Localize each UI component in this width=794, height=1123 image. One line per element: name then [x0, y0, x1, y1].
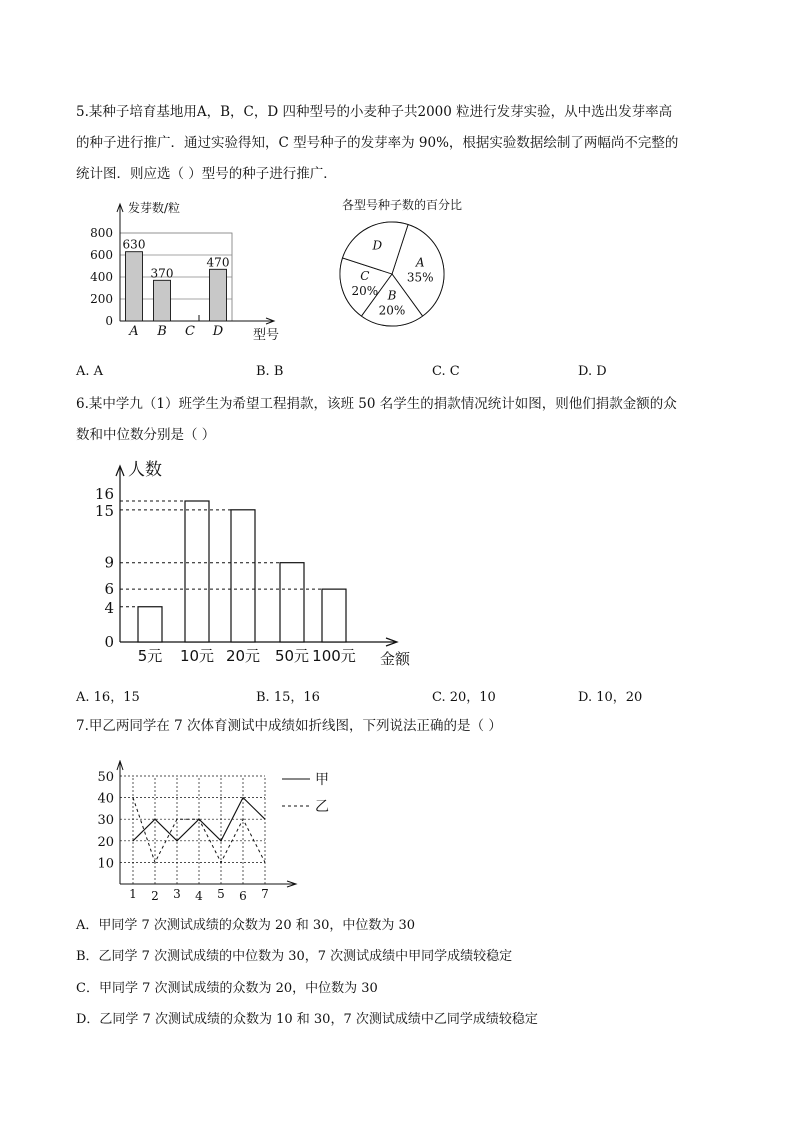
- y-axis-title: 人数: [128, 460, 162, 480]
- bar-2: [185, 501, 209, 642]
- bar-5: [322, 589, 346, 642]
- x-tick-label: 3: [173, 887, 181, 901]
- q6-option-a[interactable]: A. 16，15: [76, 690, 140, 705]
- x-tick-label: B: [157, 324, 167, 339]
- x-tick-label: A: [129, 324, 139, 339]
- bar-b: [154, 280, 171, 321]
- q5-option-c[interactable]: C. C: [432, 364, 460, 379]
- y-tick-label: 16: [94, 485, 114, 503]
- y-tick-label: 600: [90, 248, 113, 262]
- y-tick-label: 10: [97, 856, 114, 872]
- bar-3: [231, 510, 255, 642]
- q6-option-d[interactable]: D. 10，20: [578, 690, 643, 705]
- bar-a: [126, 252, 143, 321]
- legend-label: 乙: [315, 799, 329, 815]
- pie-slice-percent: 20%: [351, 283, 379, 298]
- x-tick-label: 5: [217, 887, 225, 901]
- y-tick-label: 4: [104, 598, 114, 617]
- y-tick-label: 0: [105, 314, 113, 328]
- y-tick-label: 6: [104, 580, 114, 599]
- y-tick-label: 400: [90, 270, 113, 284]
- x-tick-label: 1: [129, 887, 137, 901]
- x-tick-label: 20元: [225, 647, 261, 665]
- pie-slice-name: D: [372, 238, 383, 253]
- bar-value-label: 630: [122, 237, 146, 252]
- q7-text-line1: 7.甲乙两同学在 7 次体育测试中成绩如折线图，下列说法正确的是（ ）: [76, 718, 502, 734]
- x-tick-label: 2: [151, 889, 159, 903]
- x-axis-title: 型号: [253, 328, 280, 343]
- x-tick-label: 50元: [274, 647, 310, 665]
- q6-text-line2: 数和中位数分别是（ ）: [76, 427, 216, 443]
- q7-line-chart: [90, 760, 350, 905]
- q7-option-d[interactable]: D．乙同学 7 次测试成绩的众数为 10 和 30，7 次测试成绩中乙同学成绩较稳定: [76, 1012, 538, 1027]
- x-tick-label: D: [212, 324, 224, 339]
- q7-option-a[interactable]: A．甲同学 7 次测试成绩的众数为 20 和 30，中位数为 30: [76, 918, 416, 933]
- bar-d: [210, 269, 227, 321]
- y-tick-label: 20: [97, 834, 114, 850]
- y-tick-label: 30: [97, 813, 114, 829]
- q6-option-b[interactable]: B. 15，16: [256, 690, 320, 705]
- x-tick-label: 10元: [179, 647, 215, 665]
- q7-option-c[interactable]: C．甲同学 7 次测试成绩的众数为 20，中位数为 30: [76, 981, 378, 996]
- y-tick-label: 0: [104, 633, 114, 651]
- x-tick-label: 6: [239, 889, 247, 903]
- legend-label: 甲: [315, 772, 329, 788]
- q5-option-a[interactable]: A. A: [76, 364, 104, 379]
- q6-text-line1: 6.某中学九（1）班学生为希望工程捐款，该班 50 名学生的捐款情况统计如图，则他们捐款金额的众: [76, 396, 677, 412]
- q6-bar-chart: [80, 455, 425, 675]
- pie-title: 各型号种子数的百分比: [342, 198, 463, 212]
- q5-bar-chart: [80, 195, 295, 345]
- y-axis-title: 发芽数/粒: [128, 201, 181, 215]
- y-tick-label: 800: [90, 226, 113, 240]
- q5-text-line3: 统计图．则应选（ ）型号的种子进行推广．: [76, 166, 337, 182]
- q7-option-b[interactable]: B．乙同学 7 次测试成绩的中位数为 30，7 次测试成绩中甲同学成绩较稳定: [76, 949, 513, 964]
- q5-text-line1: 5.某种子培育基地用A，B，C，D 四种型号的小麦种子共2000 粒进行发芽实验，从中选出发芽率高: [76, 104, 673, 120]
- y-tick-label: 50: [97, 770, 114, 785]
- x-tick-label: 7: [261, 887, 269, 901]
- bar-value-label: 370: [150, 266, 174, 281]
- bar-4: [280, 563, 304, 642]
- q5-option-d[interactable]: D. D: [578, 364, 607, 379]
- pie-slice-name: C: [360, 268, 370, 283]
- y-tick-label: 200: [90, 292, 113, 306]
- x-tick-label: 5元: [137, 647, 163, 665]
- q5-pie-chart: [290, 192, 465, 337]
- pie-slice-percent: 35%: [406, 270, 434, 285]
- bar-value-label: 470: [206, 255, 230, 270]
- q6-option-c[interactable]: C. 20，10: [432, 690, 496, 705]
- pie-slice-name: A: [415, 255, 425, 270]
- x-axis-title: 金额: [380, 650, 411, 668]
- pie-slice-name: B: [387, 288, 397, 303]
- y-tick-label: 9: [104, 553, 114, 572]
- x-tick-label: C: [185, 324, 195, 339]
- y-tick-label: 40: [97, 791, 114, 807]
- y-tick-label: 15: [94, 501, 114, 520]
- q5-option-b[interactable]: B. B: [256, 364, 284, 379]
- x-tick-label: 100元: [312, 647, 356, 665]
- pie-slice-percent: 20%: [378, 303, 406, 318]
- x-tick-label: 4: [195, 889, 203, 903]
- q5-text-line2: 的种子进行推广．通过实验得知，C 型号种子的发芽率为 90%，根据实验数据绘制了两幅尚不完整的: [76, 135, 679, 151]
- bar-1: [138, 607, 162, 642]
